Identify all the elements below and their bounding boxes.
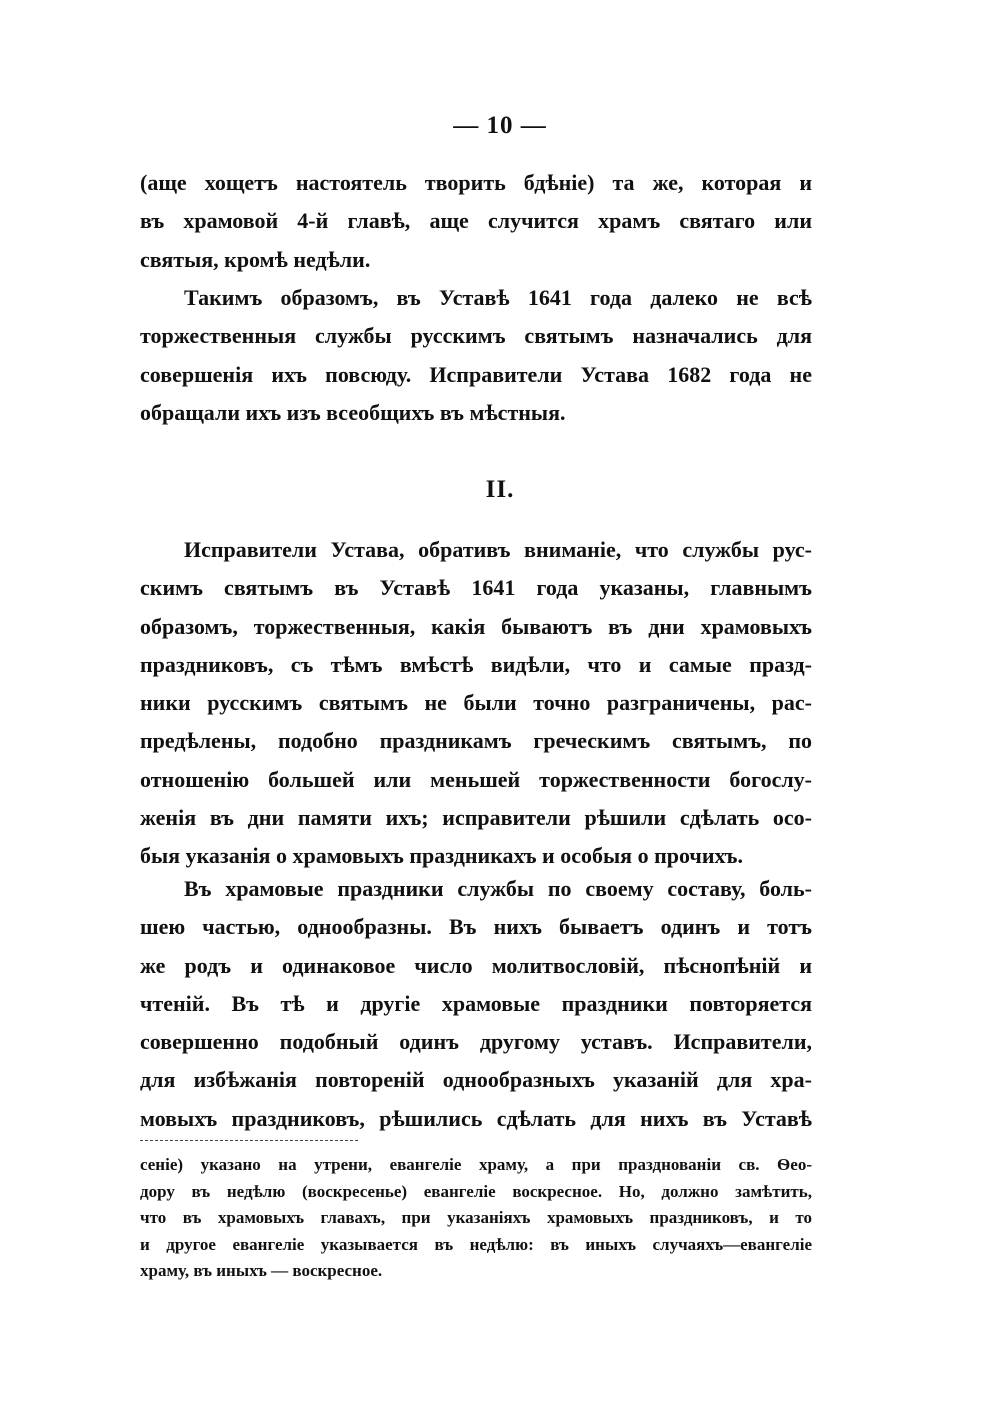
text-line: Исправители Устава, обративъ вниманіе, что службы рус- bbox=[184, 537, 812, 562]
text-line: чтеній. Въ тѣ и другіе храмовые праздники повторяется bbox=[140, 990, 812, 1016]
text-line: (аще хощетъ настоятель творить бдѣніе) та же, которая и bbox=[140, 170, 812, 195]
text-line: ники русскимъ святымъ не были точно разграничены, рас- bbox=[140, 690, 812, 716]
footnote bbox=[140, 1152, 812, 1285]
paragraph-temple-feasts bbox=[140, 870, 812, 1138]
footnote-line: сеніе) указано на утрени, евангеліе храму, а при празднованіи св. Ѳео- bbox=[140, 1155, 812, 1174]
text-line: праздниковъ, съ тѣмъ вмѣстѣ видѣли, что и самые празд- bbox=[140, 651, 812, 677]
section-heading: II. bbox=[485, 476, 515, 503]
text-line: шею частью, однообразны. Въ нихъ бываетъ одинъ и тотъ bbox=[140, 914, 812, 940]
page-number: — 10 — bbox=[453, 112, 547, 139]
text-line: отношенію большей или меньшей торжественности богослу- bbox=[140, 766, 812, 792]
text-line: торжественныя службы русскимъ святымъ назначались для bbox=[140, 323, 812, 349]
text-line: же родъ и одинаковое число молитвословій, пѣснопѣній и bbox=[140, 952, 812, 978]
footnote-line: что въ храмовыхъ главахъ, при указаніяхъ храмовыхъ праздниковъ, и то bbox=[140, 1208, 812, 1227]
text-line: предѣлены, подобно праздникамъ греческимъ святымъ, по bbox=[140, 728, 812, 754]
paragraph-correctors bbox=[140, 531, 812, 876]
text-line: образомъ, торжественныя, какія бываютъ въ дни храмовыхъ bbox=[140, 613, 812, 639]
footnote-line: дору въ недѣлю (воскресенье) евангеліе воскресное. Но, должно замѣтить, bbox=[140, 1181, 812, 1201]
text-line: въ храмовой 4-й главѣ, аще случится храмъ святаго или bbox=[140, 208, 812, 234]
text-line: обращали ихъ изъ всеобщихъ въ мѣстныя. bbox=[140, 399, 566, 425]
paragraph-conclusion bbox=[140, 279, 812, 432]
text-line: скимъ святымъ въ Уставѣ 1641 года указаны, главнымъ bbox=[140, 575, 812, 601]
text-line: совершенія ихъ повсюду. Исправители Устава 1682 года не bbox=[140, 361, 812, 387]
text-line: мовыхъ праздниковъ, рѣшились сдѣлать для нихъ въ Уставѣ bbox=[140, 1105, 812, 1131]
text-line: святыя, кромѣ недѣли. bbox=[140, 246, 371, 272]
text-line: быя указанія о храмовыхъ праздникахъ и особыя о прочихъ. bbox=[140, 843, 743, 869]
text-line: совершенно подобный одинъ другому уставъ. Исправители, bbox=[140, 1029, 812, 1055]
paragraph-continued bbox=[140, 164, 812, 279]
text-line: женія въ дни памяти ихъ; исправители рѣшили сдѣлать осо- bbox=[140, 805, 812, 831]
text-line: Такимъ образомъ, въ Уставѣ 1641 года далеко не всѣ bbox=[184, 285, 812, 310]
footnote-line: храму, въ иныхъ — воскресное. bbox=[140, 1261, 383, 1280]
footnote-line: и другое евангеліе указывается въ недѣлю: въ иныхъ случаяхъ—евангеліе bbox=[140, 1234, 812, 1254]
text-line: для избѣжанія повтореній однообразныхъ указаній для хра- bbox=[140, 1067, 812, 1093]
footnote-separator bbox=[140, 1140, 358, 1141]
text-line: Въ храмовые праздники службы по своему составу, боль- bbox=[184, 876, 812, 901]
